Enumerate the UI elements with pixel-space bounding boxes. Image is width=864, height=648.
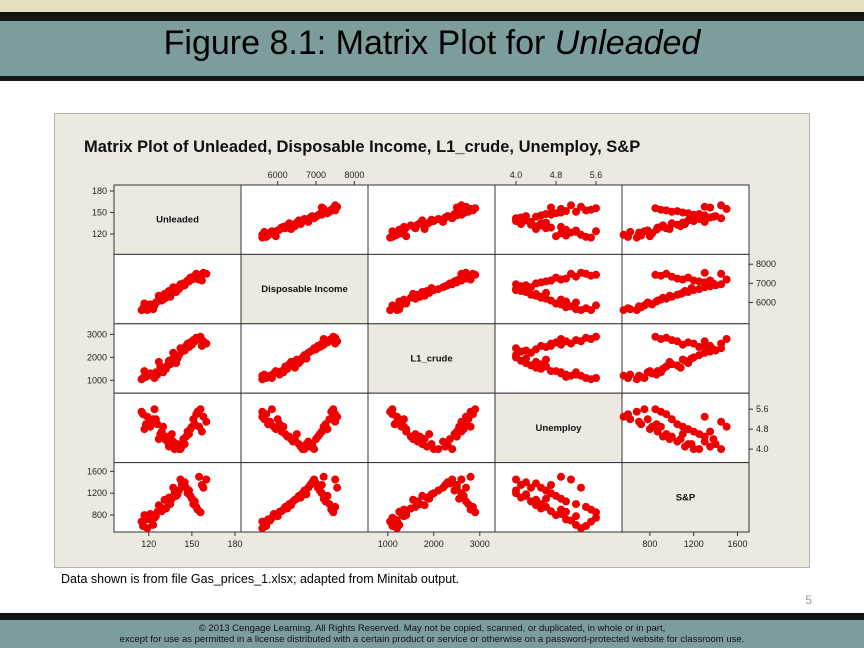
scatter-point — [547, 204, 555, 212]
scatter-point — [186, 492, 194, 500]
tick-label: 1600 — [86, 466, 107, 477]
scatter-point — [400, 506, 408, 514]
top-divider — [0, 12, 864, 21]
scatter-point — [467, 423, 475, 431]
scatter-point — [169, 438, 177, 446]
scatter-point — [409, 290, 417, 298]
scatter-point — [547, 342, 555, 350]
scatter-point — [409, 222, 417, 230]
tick-label: 6000 — [267, 170, 288, 180]
scatter-point — [522, 347, 530, 355]
scatter-point — [258, 408, 266, 416]
scatter-point — [453, 481, 461, 489]
scatter-point — [388, 514, 396, 522]
scatter-point — [333, 484, 341, 492]
tick-label: 3000 — [469, 539, 490, 549]
copyright-line-1: © 2013 Cengage Learning. All Rights Reserved. May not be copied, scanned, or duplicated, in whole or in part, — [198, 623, 666, 634]
scatter-point — [428, 490, 436, 498]
tick-label: 2000 — [86, 352, 107, 363]
scatter-point — [567, 476, 575, 484]
scatter-point — [198, 277, 206, 285]
slide-title — [0, 24, 864, 63]
scatter-point — [662, 270, 670, 278]
tick-label: 150 — [184, 539, 200, 549]
scatter-point — [562, 497, 570, 505]
tick-label: 6000 — [756, 297, 777, 308]
scatter-point — [701, 269, 709, 277]
scatter-point — [293, 430, 301, 438]
scatter-point — [428, 440, 436, 448]
tick-label: 1200 — [86, 488, 107, 499]
scatter-point — [657, 423, 665, 431]
scatter-point — [400, 296, 408, 304]
scatter-point — [723, 276, 731, 284]
scatter-point — [688, 355, 696, 363]
scatter-point — [457, 270, 465, 278]
scatter-point — [651, 271, 659, 279]
scatter-point — [688, 440, 696, 448]
scatter-point — [469, 410, 477, 418]
scatter-point — [567, 270, 575, 278]
scatter-point — [547, 277, 555, 285]
slide-title-italic: Unleaded — [554, 24, 701, 62]
scatter-point — [706, 204, 714, 212]
scatter-point — [318, 481, 326, 489]
scatter-point — [457, 418, 465, 426]
scatter-point — [453, 428, 461, 436]
tick-label: 8000 — [756, 259, 777, 270]
scatter-point — [577, 337, 585, 345]
scatter-point — [388, 301, 396, 309]
scatter-point — [198, 342, 206, 350]
scatter-point — [624, 410, 632, 418]
scatter-point — [428, 284, 436, 292]
scatter-point — [138, 408, 146, 416]
scatter-point — [666, 292, 674, 300]
scatter-point — [723, 423, 731, 431]
tick-label: 150 — [91, 207, 107, 218]
scatter-point — [161, 364, 169, 372]
scatter-point — [140, 425, 148, 433]
tick-label: 180 — [91, 186, 107, 196]
copyright-line-2: except for use as permitted in a license distributed with a certain product or service or otherwise on a password-protected website for classroom use. — [119, 634, 745, 645]
diagonal-label: L1_crude — [410, 353, 453, 365]
scatter-point — [176, 445, 184, 453]
scatter-point — [279, 423, 287, 431]
scatter-point — [202, 418, 210, 426]
scatter-point — [567, 201, 575, 209]
scatter-point — [633, 375, 641, 383]
scatter-point — [624, 304, 632, 312]
scatter-point — [646, 425, 654, 433]
scatter-point — [324, 492, 332, 500]
tick-label: 4.0 — [509, 170, 523, 180]
scatter-point — [557, 223, 565, 231]
tick-label: 7000 — [305, 170, 327, 180]
tick-label: 4.0 — [756, 444, 769, 455]
scatter-point — [331, 503, 339, 511]
scatter-point — [192, 410, 200, 418]
scatter-point — [659, 365, 667, 373]
scatter-point — [684, 425, 692, 433]
scatter-point — [532, 290, 540, 298]
scatter-point — [666, 358, 674, 366]
diagonal-label: Unleaded — [156, 214, 199, 226]
scatter-point — [662, 334, 670, 342]
scatter-point — [688, 284, 696, 292]
tick-label: 1000 — [377, 539, 398, 549]
scatter-point — [174, 490, 182, 498]
scatter-point — [592, 204, 600, 212]
scatter-point — [151, 405, 159, 413]
scatter-point — [467, 205, 475, 213]
scatter-point — [557, 205, 565, 213]
scatter-point — [717, 445, 725, 453]
scatter-point — [331, 201, 339, 209]
scatter-point — [512, 344, 520, 352]
scatter-point — [572, 227, 580, 235]
diagonal-label: Disposable Income — [261, 284, 348, 296]
scatter-point — [428, 216, 436, 224]
scatter-point — [684, 274, 692, 282]
scatter-point — [140, 511, 148, 519]
diagonal-label: S&P — [675, 492, 696, 504]
tick-label: 180 — [227, 539, 243, 549]
tick-label: 800 — [91, 510, 107, 521]
scatter-point — [140, 300, 148, 308]
scatter-point — [592, 301, 600, 309]
scatter-point — [409, 435, 417, 443]
scatter-point — [717, 214, 725, 222]
scatter-point — [651, 333, 659, 341]
scatter-point — [557, 335, 565, 343]
scatter-point — [522, 478, 530, 486]
scatter-point — [557, 506, 565, 514]
scatter-point — [388, 227, 396, 235]
scatter-point — [651, 204, 659, 212]
scatter-point — [651, 405, 659, 413]
tick-label: 8000 — [344, 170, 365, 180]
scatter-point — [644, 415, 652, 423]
scatter-point — [644, 299, 652, 307]
scatter-point — [169, 349, 177, 357]
scatter-point — [532, 496, 540, 504]
scatter-point — [460, 492, 468, 500]
scatter-point — [542, 356, 550, 364]
scatter-point — [467, 276, 475, 284]
scatter-point — [161, 435, 169, 443]
scatter-point — [512, 476, 520, 484]
scatter-point — [169, 484, 177, 492]
scatter-point — [587, 234, 595, 242]
tick-label: 120 — [141, 539, 157, 549]
scatter-point — [547, 481, 555, 489]
scatter-point — [662, 410, 670, 418]
source-note: Data shown is from file Gas_prices_1.xlsx; adapted from Minitab output. — [61, 572, 460, 586]
top-stripe — [0, 0, 864, 12]
scatter-point — [577, 269, 585, 277]
scatter-point — [198, 428, 206, 436]
scatter-point — [552, 492, 560, 500]
tick-label: 4.8 — [549, 170, 563, 180]
scatter-point — [557, 296, 565, 304]
scatter-point — [706, 277, 714, 285]
scatter-point — [666, 225, 674, 233]
matrix-plot — [54, 113, 810, 568]
scatter-point — [268, 405, 276, 413]
scatter-point — [168, 430, 176, 438]
tick-label: 2000 — [423, 539, 444, 549]
scatter-point — [522, 281, 530, 289]
scatter-point — [195, 335, 203, 343]
scatter-point — [640, 405, 648, 413]
scatter-point — [512, 214, 520, 222]
scatter-point — [706, 342, 714, 350]
scatter-point — [701, 413, 709, 421]
scatter-point — [318, 204, 326, 212]
scatter-point — [198, 481, 206, 489]
scatter-point — [644, 227, 652, 235]
scatter-point — [709, 213, 717, 221]
scatter-point — [592, 508, 600, 516]
scatter-point — [192, 503, 200, 511]
scatter-point — [400, 423, 408, 431]
scatter-point — [557, 276, 565, 284]
scatter-point — [138, 375, 146, 383]
scatter-point — [453, 277, 461, 285]
scatter-point — [448, 445, 456, 453]
scatter-point — [320, 473, 328, 481]
tick-label: 5.6 — [589, 170, 603, 180]
tick-label: 7000 — [756, 278, 777, 289]
tick-label: 5.6 — [756, 404, 769, 415]
scatter-point — [577, 484, 585, 492]
scatter-point — [592, 271, 600, 279]
scatter-point — [155, 358, 163, 366]
scatter-point — [202, 270, 210, 278]
scatter-point — [572, 299, 580, 307]
scatter-point — [706, 428, 714, 436]
scatter-point — [434, 445, 442, 453]
scatter-point — [462, 484, 470, 492]
tick-label: 120 — [91, 229, 107, 240]
scatter-point — [310, 445, 318, 453]
scatter-point — [407, 505, 415, 513]
page-number: 5 — [805, 593, 812, 607]
scatter-point — [572, 368, 580, 376]
scatter-point — [572, 500, 580, 508]
scatter-point — [677, 364, 685, 372]
scatter-point — [522, 490, 530, 498]
scatter-point — [633, 234, 641, 242]
tick-label: 1600 — [727, 539, 748, 549]
scatter-point — [409, 496, 417, 504]
scatter-point — [453, 204, 461, 212]
scatter-point — [318, 428, 326, 436]
scatter-point — [258, 375, 266, 383]
tick-label: 3000 — [86, 329, 107, 340]
scatter-point — [512, 280, 520, 288]
chart-title: Matrix Plot of Unleaded, Disposable Income, L1_crude, Unemploy, S&P — [84, 138, 641, 156]
scatter-point — [709, 435, 717, 443]
scatter-point — [582, 503, 590, 511]
tick-label: 1200 — [683, 539, 704, 549]
scatter-point — [624, 374, 632, 382]
scatter-point — [633, 306, 641, 314]
scatter-point — [577, 203, 585, 211]
scatter-point — [388, 405, 396, 413]
scatter-point — [723, 335, 731, 343]
scatter-point — [666, 435, 674, 443]
scatter-point — [552, 232, 560, 240]
scatter-point — [140, 367, 148, 375]
tick-label: 1000 — [86, 375, 107, 386]
scatter-point — [469, 503, 477, 511]
title-underline — [0, 76, 864, 81]
scatter-point — [542, 219, 550, 227]
scatter-point — [684, 209, 692, 217]
tick-label: 4.8 — [756, 424, 769, 435]
scatter-point — [592, 374, 600, 382]
scatter-point — [421, 501, 429, 509]
scatter-point — [542, 289, 550, 297]
scatter-point — [662, 206, 670, 214]
scatter-point — [644, 368, 652, 376]
scatter-point — [159, 423, 167, 431]
scatter-point — [592, 227, 600, 235]
scatter-point — [186, 425, 194, 433]
scatter-point — [684, 338, 692, 346]
scatter-point — [532, 364, 540, 372]
scatter-point — [425, 430, 433, 438]
scatter-point — [318, 342, 326, 350]
scatter-point — [331, 340, 339, 348]
diagonal-label: Unemploy — [535, 422, 582, 434]
scatter-point — [195, 473, 203, 481]
scatter-point — [567, 340, 575, 348]
scatter-point — [633, 408, 641, 416]
scatter-point — [331, 418, 339, 426]
scatter-point — [624, 233, 632, 241]
scatter-point — [522, 212, 530, 220]
scatter-point — [637, 420, 645, 428]
scatter-point — [723, 205, 731, 213]
scatter-point — [400, 223, 408, 231]
scatter-point — [467, 473, 475, 481]
scatter-point — [331, 476, 339, 484]
slide-title-text: Figure 8.1: Matrix Plot for — [163, 24, 555, 62]
scatter-point — [446, 479, 454, 487]
scatter-point — [695, 445, 703, 453]
scatter-point — [557, 473, 565, 481]
scatter-point — [592, 333, 600, 341]
scatter-point — [460, 425, 468, 433]
scatter-point — [258, 518, 266, 526]
footer-divider — [0, 613, 864, 620]
tick-label: 800 — [642, 539, 658, 549]
scatter-point — [572, 512, 580, 520]
scatter-point — [557, 368, 565, 376]
scatter-point — [320, 335, 328, 343]
scatter-point — [169, 283, 177, 291]
scatter-point — [258, 234, 266, 242]
